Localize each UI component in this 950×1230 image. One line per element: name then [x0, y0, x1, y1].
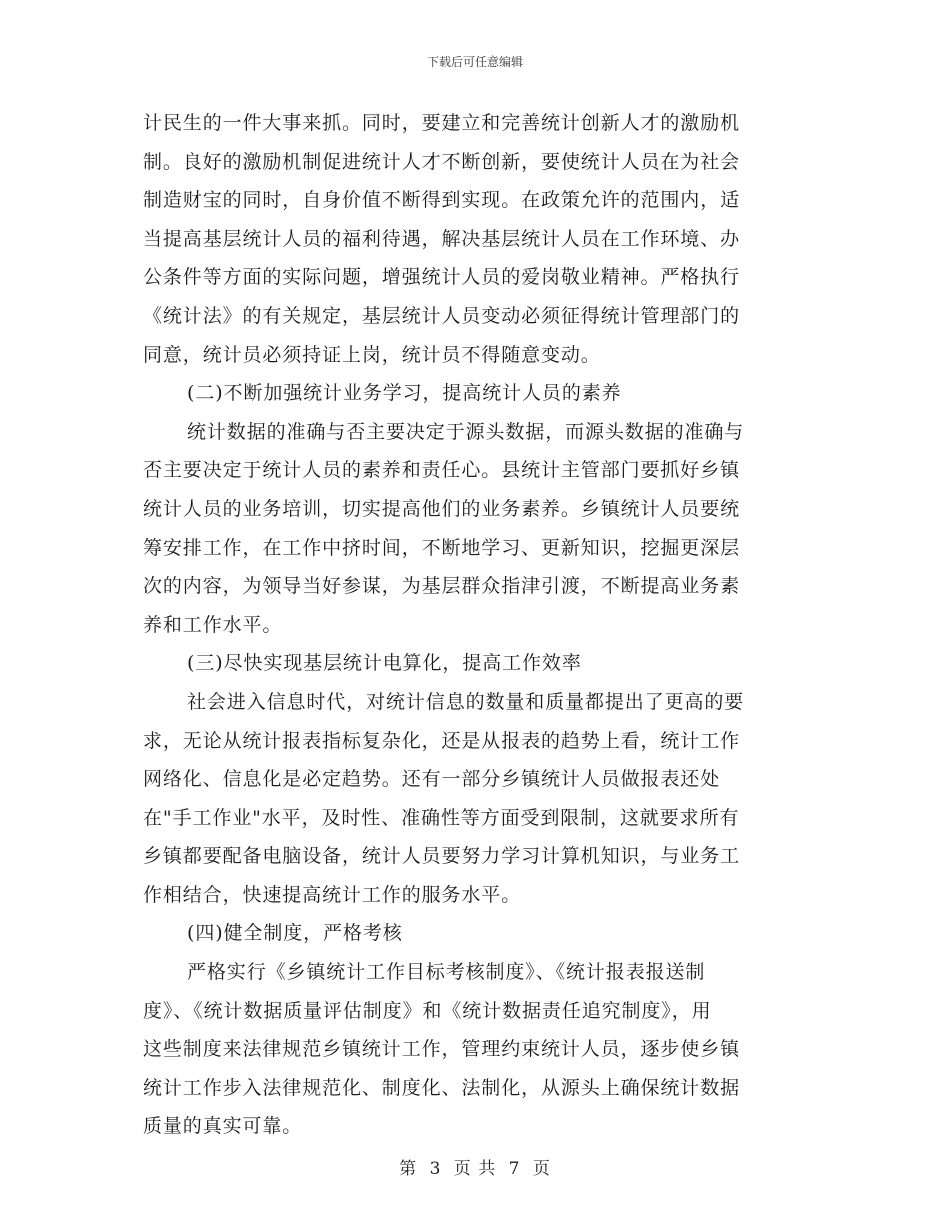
footer-prefix: 第 [399, 1159, 418, 1179]
page-header-note: 下载后可任意编辑 [426, 55, 523, 69]
text-line: 当提高基层统计人员的福利待遇，解决基层统计人员在工作环境、办 [143, 227, 741, 250]
text-line: 筹安排工作，在工作中挤时间，不断地学习、更新知识，挖掘更深层 [143, 536, 741, 559]
footer-page-number: 3 [429, 1159, 442, 1179]
footer-mid: 页 共 [453, 1159, 497, 1179]
text-line: 这些制度来法律规范乡镇统计工作，管理约束统计人员，逐步使乡镇 [143, 1038, 741, 1061]
footer-total-pages: 7 [508, 1159, 521, 1179]
text-line: 统计数据的准确与否主要决定于源头数据，而源头数据的准确与 [187, 420, 745, 443]
text-line: 网络化、信息化是必定趋势。还有一部分乡镇统计人员做报表还处 [143, 768, 721, 791]
page-footer [0, 1154, 950, 1179]
text-line: 统计人员的业务培训，切实提高他们的业务素养。乡镇统计人员要统 [143, 497, 741, 520]
text-line: (三)尽快实现基层统计电算化，提高工作效率 [187, 652, 582, 675]
text-line: 在"手工作业"水平，及时性、准确性等方面受到限制，这就要求所有 [143, 806, 740, 829]
text-line: 质量的真实可靠。 [143, 1115, 303, 1138]
text-line: 养和工作水平。 [143, 613, 283, 636]
text-line: 制造财宝的同时，自身价值不断得到实现。在政策允许的范围内，适 [143, 189, 741, 212]
text-line: 求，无论从统计报表指标复杂化，还是从报表的趋势上看，统计工作 [143, 729, 741, 752]
footer-suffix: 页 [532, 1159, 551, 1179]
text-line: 统计工作步入法律规范化、制度化、法制化，从源头上确保统计数据 [143, 1076, 741, 1099]
document-body [143, 108, 803, 1150]
text-line: 计民生的一件大事来抓。同时，要建立和完善统计创新人才的激励机 [143, 112, 741, 134]
text-line: 严格实行《乡镇统计工作目标考核制度》、《统计报表报送制 [187, 961, 706, 984]
text-line: 制。良好的激励机制促进统计人才不断创新，要使统计人员在为社会 [143, 150, 741, 173]
text-line: 乡镇都要配备电脑设备，统计人员要努力学习计算机知识，与业务工 [143, 845, 741, 868]
text-line: 公条件等方面的实际问题，增强统计人员的爱岗敬业精神。严格执行 [143, 266, 741, 289]
text-line: 度》、《统计数据质量评估制度》和《统计数据责任追究制度》，用 [143, 999, 712, 1022]
text-line: (四)健全制度，严格考核 [187, 922, 403, 945]
text-line: (二)不断加强统计业务学习，提高统计人员的素养 [187, 382, 622, 405]
text-line: 《统计法》的有关规定，基层统计人员变动必须征得统计管理部门的 [143, 304, 741, 327]
text-line: 否主要决定于统计人员的素养和责任心。县统计主管部门要抓好乡镇 [143, 459, 741, 482]
text-line: 作相结合，快速提高统计工作的服务水平。 [143, 883, 522, 906]
text-line: 次的内容，为领导当好参谋，为基层群众指津引渡，不断提高业务素 [143, 575, 741, 598]
text-line: 社会进入信息时代，对统计信息的数量和质量都提出了更高的要 [187, 690, 745, 713]
text-line: 同意，统计员必须持证上岗，统计员不得随意变动。 [143, 343, 601, 366]
